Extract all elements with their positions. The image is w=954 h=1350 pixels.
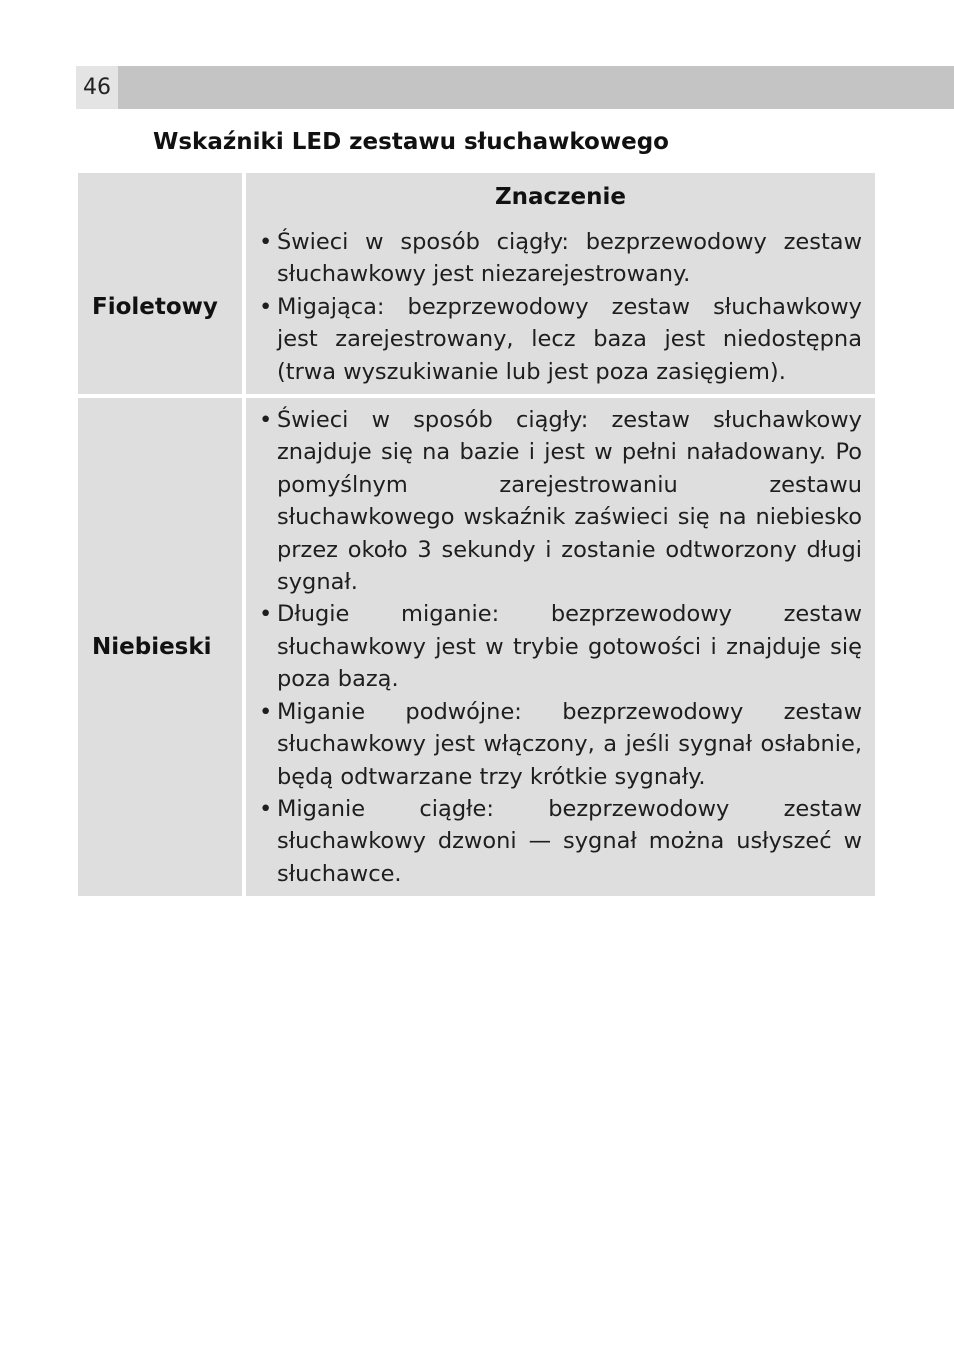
- description-list: [258, 226, 862, 388]
- description-list: [258, 404, 862, 890]
- list-item: • Świeci w sposób ciągły: bezprzewodowy zestaw słuchawkowy jest niezarejestrowany.: [258, 226, 862, 291]
- header-color-cell: [78, 173, 246, 220]
- led-description-cell: [246, 398, 875, 896]
- list-item: • Migająca: bezprzewodowy zestaw słuchawkowy jest zarejestrowany, lecz baza jest niedostępna (trwa wyszukiwanie lub jest poza zasięgiem).: [258, 291, 862, 388]
- led-description-cell: [246, 220, 875, 398]
- header-meaning-cell: Znaczenie: [246, 173, 875, 220]
- list-item: • Miganie ciągłe: bezprzewodowy zestaw słuchawkowy dzwoni — sygnał można usłyszeć w słuchawce.: [258, 793, 862, 890]
- table-row: [78, 220, 875, 398]
- list-item: • Długie miganie: bezprzewodowy zestaw słuchawkowy jest w trybie gotowości i znajduje się poza bazą.: [258, 598, 862, 695]
- list-item: • Świeci w sposób ciągły: zestaw słuchawkowy znajduje się na bazie i jest w pełni naładowany. Po pomyślnym zarejestrowaniu zestawu słuchawkowego wskaźnik zaświeci się na niebiesko przez około 3 sekundy i zostanie odtworzony długi sygnał.: [258, 404, 862, 598]
- list-item: • Miganie podwójne: bezprzewodowy zestaw słuchawkowy jest włączony, a jeśli sygnał osłabnie, będą odtwarzane trzy krótkie sygnały.: [258, 696, 862, 793]
- table-header-row: [78, 173, 875, 220]
- page-number: 46: [76, 66, 118, 109]
- section-title: Wskaźniki LED zestawu słuchawkowego: [153, 129, 669, 155]
- led-indicator-table: [78, 173, 875, 896]
- led-color-label: Fioletowy: [78, 220, 246, 398]
- led-color-label: Niebieski: [78, 398, 246, 896]
- table-row: [78, 398, 875, 896]
- page-header-bar: [76, 66, 954, 109]
